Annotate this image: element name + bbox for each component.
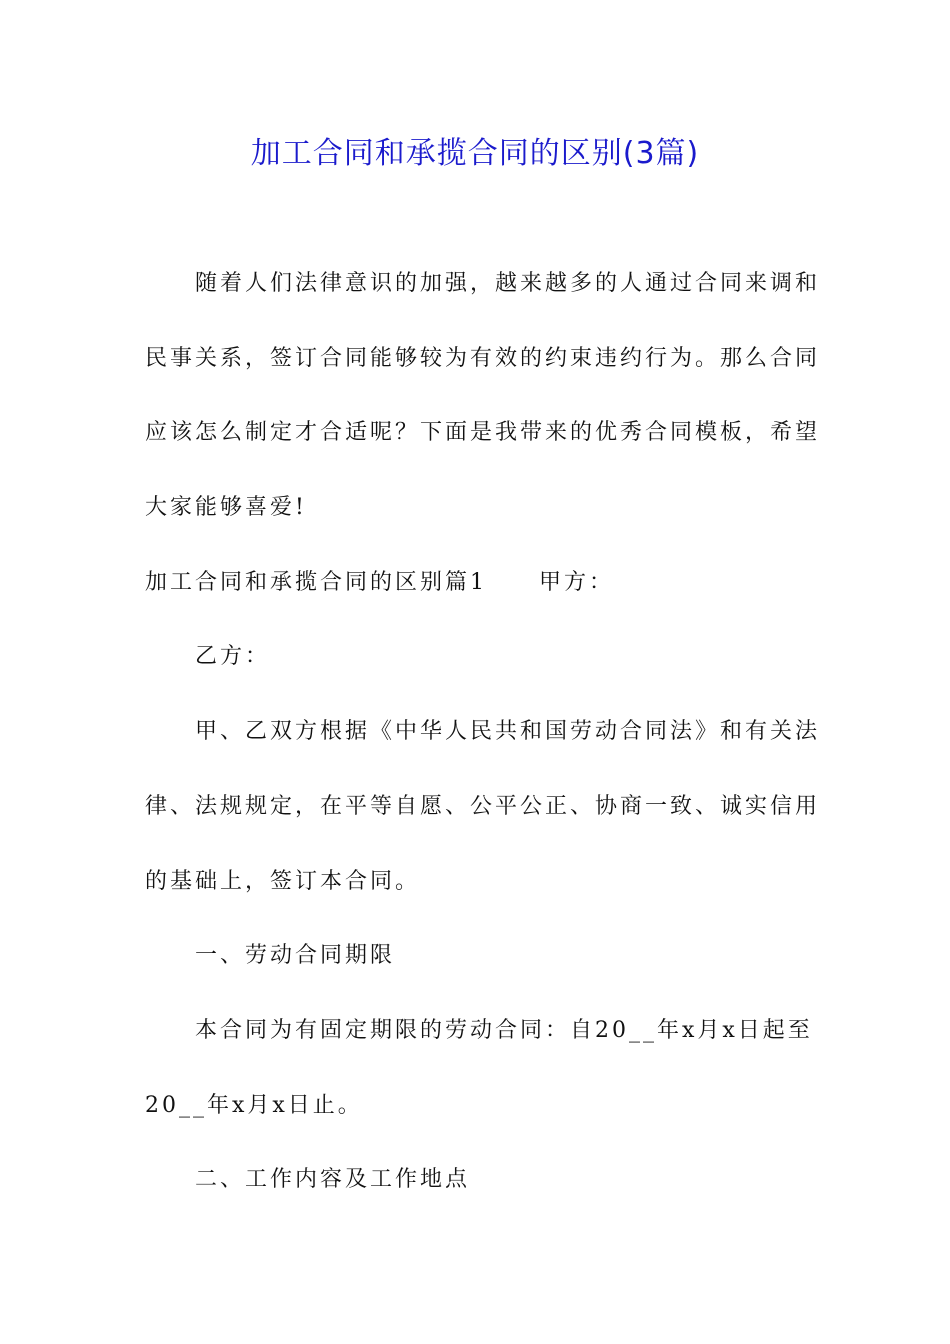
paragraph-line: 20__年x月x日止。: [145, 1092, 363, 1118]
paragraph-line: 律、法规规定，在平等自愿、公平公正、协商一致、诚实信用: [145, 793, 821, 819]
clause-heading: 一、劳动合同期限: [195, 943, 396, 969]
paragraph-line: 本合同为有固定期限的劳动合同：自20__年x月x日起至: [195, 1017, 813, 1043]
paragraph-line: 的基础上，签订本合同。: [145, 868, 421, 894]
paragraph-line: 民事关系，签订合同能够较为有效的约束违约行为。那么合同: [145, 345, 821, 371]
document-title: 加工合同和承揽合同的区别(3篇): [250, 136, 700, 171]
party-b-label: 乙方：: [195, 644, 271, 670]
section-heading: 加工合同和承揽合同的区别篇1: [145, 569, 487, 595]
document-body: [145, 262, 821, 1233]
paragraph-line: 大家能够喜爱!: [145, 495, 307, 521]
paragraph-line: 随着人们法律意识的加强，越来越多的人通过合同来调和: [195, 271, 821, 296]
party-a-label: 甲方：: [539, 569, 615, 595]
clause-heading: 二、工作内容及工作地点: [195, 1167, 471, 1193]
paragraph-line: 应该怎么制定才合适呢？下面是我带来的优秀合同模板，希望: [145, 420, 821, 446]
paragraph-line: 甲、乙双方根据《中华人民共和国劳动合同法》和有关法: [195, 719, 821, 745]
section-heading-line: [145, 561, 810, 636]
